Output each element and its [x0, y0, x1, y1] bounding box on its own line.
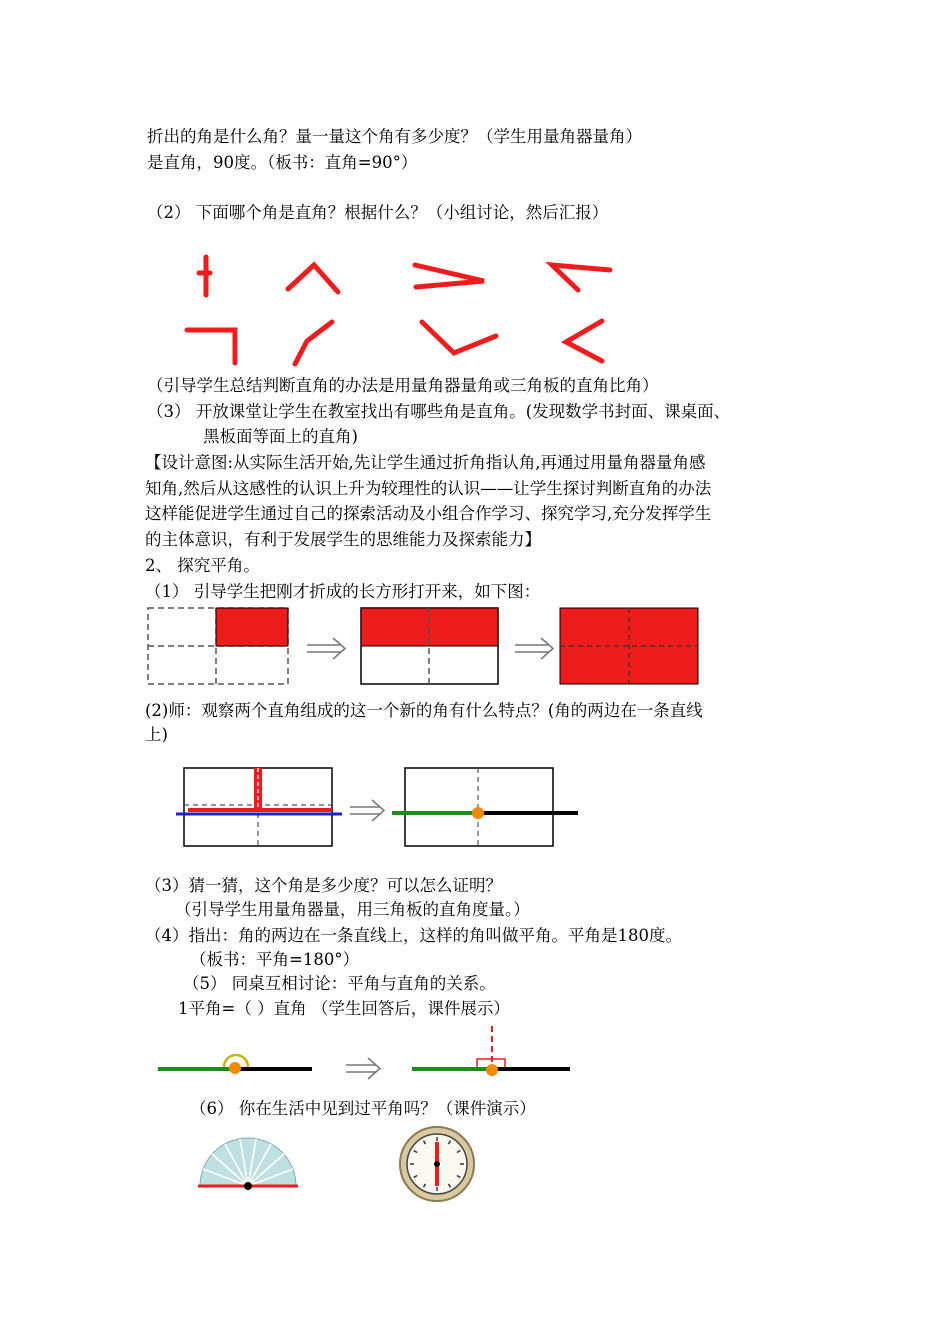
text-line: 知角,然后从这感性的认识上升为较理性的认识——让学生探讨判断直角的办法	[145, 479, 712, 498]
text-line: (2)师：观察两个直角组成的这一个新的角有什么特点？(角的两边在一条直线	[145, 701, 703, 720]
text-line: 1平角=（ ）直角 （学生回答后，课件展示）	[178, 999, 510, 1018]
unfold-rectangle-figure	[145, 602, 705, 688]
rect-straight-angle	[392, 768, 578, 846]
straight-angle-figure	[170, 762, 590, 858]
angle-1	[199, 257, 210, 295]
text-line: （引导学生总结判断直角的办法是用量角器量角或三角板的直角比角）	[147, 376, 659, 395]
text-line: （4）指出：角的两边在一条直线上，这样的角叫做平角。平角是180度。	[145, 926, 682, 945]
text-line: （6） 你在生活中见到过平角吗？（课件演示）	[190, 1099, 536, 1118]
text-line: 的主体意识，有利于发展学生的思维能力及探索能力】	[145, 530, 541, 549]
text-line: 上)	[145, 725, 168, 744]
text-line: 【设计意图:从实际生活开始,先让学生通过折角指认角,再通过用量角器量角感	[145, 453, 706, 472]
fan-icon	[198, 1138, 298, 1190]
straight-angle-split	[412, 1026, 570, 1076]
text-line: （引导学生用量角器量，用三角板的直角度量。）	[175, 900, 530, 919]
text-line: （1） 引导学生把刚才折成的长方形打开来，如下图：	[145, 582, 541, 601]
clock-icon	[400, 1127, 474, 1201]
rect-half	[361, 608, 498, 684]
angle-4	[552, 265, 610, 290]
text-line: 黑板面等面上的直角)	[203, 427, 358, 446]
arrow-icon	[307, 638, 345, 659]
text-line: 2、 探究平角。	[145, 556, 260, 575]
text-line: 折出的角是什么角？量一量这个角有多少度？（学生用量角器量角）	[147, 127, 642, 146]
angle-3	[415, 265, 484, 287]
angle-5	[187, 330, 235, 363]
life-examples-figure	[190, 1124, 490, 1206]
angle-7	[422, 322, 496, 353]
straight-angle-with-arc	[158, 1055, 312, 1074]
text-line: （板书：平角=180°）	[190, 950, 360, 969]
arrow-icon	[515, 638, 553, 659]
text-line: 这样能促进学生通过自己的探索活动及小组合作学习、探究学习,充分发挥学生	[145, 504, 712, 523]
text-line: （3）猜一猜，这个角是多少度？可以怎么证明？	[145, 876, 502, 895]
rect-quarter	[148, 608, 288, 684]
text-line: （2） 下面哪个角是直角？根据什么？（小组讨论，然后汇报）	[147, 203, 609, 222]
arrow-icon	[350, 800, 384, 821]
text-line: （3） 开放课堂让学生在教室找出有哪些角是直角。(发现数学书封面、课桌面、	[147, 402, 731, 421]
rect-with-right-angles	[176, 768, 342, 846]
angle-6	[295, 322, 332, 364]
angles-figure	[170, 245, 630, 375]
rect-full	[560, 608, 698, 684]
text-line: （5） 同桌互相讨论：平角与直角的关系。	[183, 974, 496, 993]
angle-2	[288, 265, 338, 292]
straight-vs-right-figure	[150, 1022, 580, 1086]
angle-8	[566, 321, 602, 361]
arrow-icon	[346, 1058, 380, 1079]
text-line: 是直角，90度。（板书：直角=90°）	[147, 153, 418, 172]
